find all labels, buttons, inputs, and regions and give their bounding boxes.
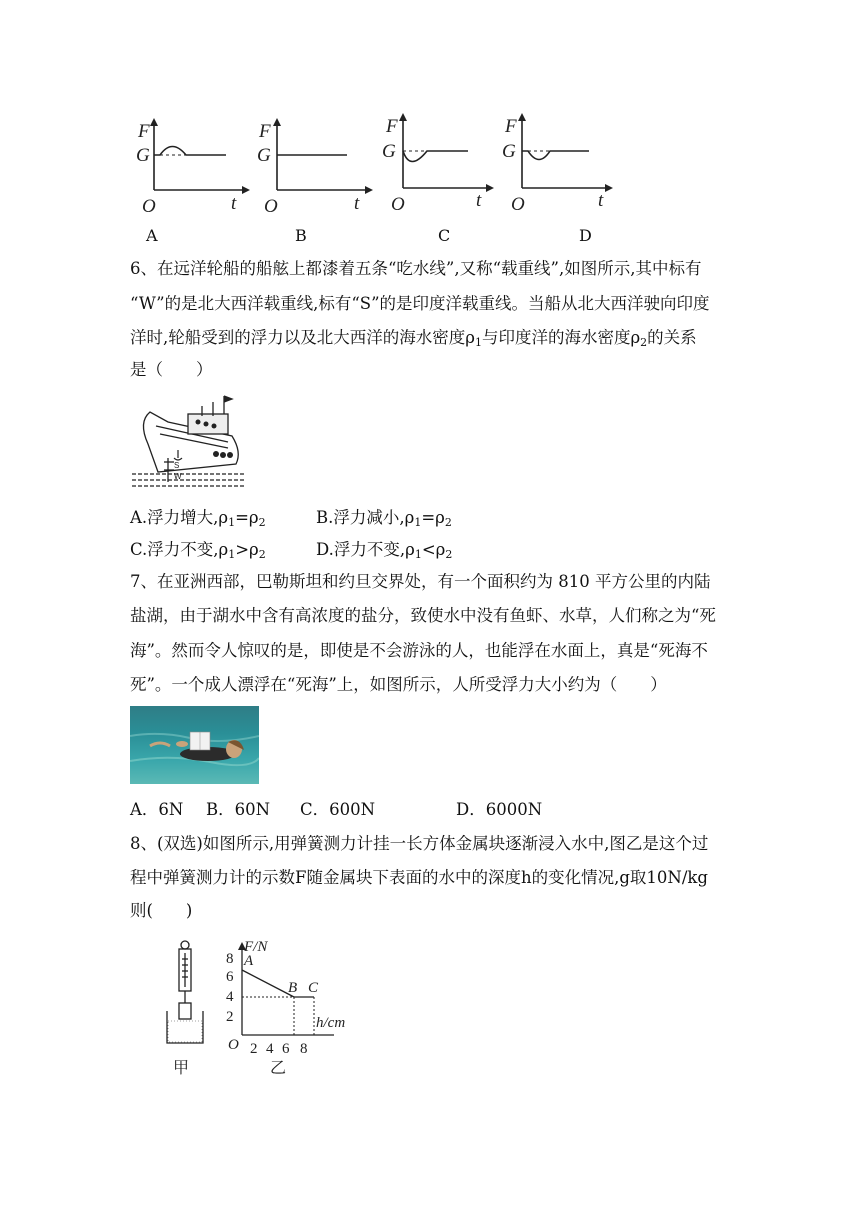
figure-jia <box>163 935 213 1080</box>
q7-option-b: B．60N <box>206 800 271 819</box>
svg-text:8: 8 <box>300 1041 308 1057</box>
svg-text:O: O <box>264 196 278 217</box>
q6-option-d: D.浮力不变$,\rho_1<\rho_2$ <box>316 540 453 561</box>
svg-text:F: F <box>386 116 398 137</box>
svg-text:t: t <box>354 193 360 214</box>
ship-mark-w: W <box>174 472 182 481</box>
q5-label-b: B <box>295 226 307 245</box>
fig-yi-label: 乙 <box>270 1058 287 1077</box>
point-a: A <box>244 953 254 969</box>
y-axis-label: F/N <box>244 939 268 955</box>
q6-line-3: 洋时,轮船受到的浮力以及北大西洋的海水密度$\rho_1$与印度洋的海水密度$\rho_2$的关系 <box>130 328 697 349</box>
svg-text:4: 4 <box>226 989 234 1005</box>
q6-option-a: A.浮力增大$,\rho_1=\rho_2$ <box>130 508 266 529</box>
graph-b <box>257 121 360 217</box>
ship-mark-s: S <box>174 461 180 470</box>
q6-option-c: C.浮力不变$,\rho_1>\rho_2$ <box>130 540 266 561</box>
q6-line-4: 是（ ） <box>130 360 213 379</box>
graph-c <box>382 116 482 215</box>
q7-line-4: 死”。一个成人漂浮在“死海”上，如图所示，人所受浮力大小约为（ ） <box>130 675 667 694</box>
graph-a <box>136 121 237 217</box>
graph-d <box>502 116 604 215</box>
svg-text:F: F <box>259 121 271 142</box>
svg-text:2: 2 <box>226 1009 234 1025</box>
svg-text:G: G <box>382 141 396 162</box>
q7-option-a: A．6N <box>130 800 184 819</box>
q7-line-3: 海”。然而令人惊叹的是，即使是不会游泳的人，也能浮在水面上，真是“死海不 <box>130 641 708 660</box>
q8-line-2: 程中弹簧测力计的示数F随金属块下表面的水中的深度h的变化情况,g取10N/kg <box>130 868 708 887</box>
q7-option-d: D．6000N <box>456 800 543 819</box>
svg-text:O: O <box>511 194 525 215</box>
svg-text:8: 8 <box>226 951 234 967</box>
q8-line-1: 8、(双选)如图所示,用弹簧测力计挂一长方体金属块逐渐浸入水中,图乙是这个过 <box>130 834 709 853</box>
fig-jia-label: 甲 <box>173 1058 190 1077</box>
graph-a-O: O <box>142 196 156 217</box>
q5-label-a: A <box>146 226 158 245</box>
svg-text:t: t <box>476 190 482 211</box>
svg-text:O: O <box>391 194 405 215</box>
q6-line-1: 6、在远洋轮船的船舷上都漆着五条“吃水线”,又称“载重线”,如图所示,其中标有 <box>130 259 702 278</box>
q7-line-2: 盐湖，由于湖水中含有高浓度的盐分，致使水中没有鱼虾、水草，人们称之为“死 <box>130 606 716 625</box>
svg-text:G: G <box>502 141 516 162</box>
svg-text:F: F <box>505 116 517 137</box>
q7-line-1: 7、在亚洲西部，巴勒斯坦和约旦交界处，有一个面积约为 810 平方公里的内陆 <box>130 572 711 591</box>
svg-text:6: 6 <box>226 969 234 985</box>
point-b: B <box>288 980 298 996</box>
graph-a-t: t <box>231 193 237 214</box>
q5-label-d: D <box>579 226 592 245</box>
svg-text:4: 4 <box>266 1041 274 1057</box>
q7-option-c: C．600N <box>300 800 376 819</box>
figure-yi-chart <box>224 935 364 1080</box>
graph-a-G: G <box>136 145 150 166</box>
x-axis-label: h/cm <box>316 1015 346 1031</box>
q6-line-2: “W”的是北大西洋载重线,标有“S”的是印度洋载重线。当船从北大西洋驶向印度 <box>130 294 710 313</box>
dead-sea-photo <box>130 706 259 784</box>
q5-label-c: C <box>438 226 451 245</box>
svg-text:G: G <box>257 145 271 166</box>
svg-text:t: t <box>598 190 604 211</box>
svg-text:6: 6 <box>282 1041 290 1057</box>
svg-text:2: 2 <box>250 1041 258 1057</box>
q5-graphs <box>0 0 860 250</box>
q6-option-b: B.浮力减小$,\rho_1=\rho_2$ <box>316 508 452 529</box>
point-c: C <box>308 980 319 996</box>
origin-label: O <box>228 1037 239 1053</box>
ship-figure <box>128 392 248 492</box>
graph-a-F: F <box>138 121 150 142</box>
q8-line-3: 则( ) <box>130 901 193 920</box>
